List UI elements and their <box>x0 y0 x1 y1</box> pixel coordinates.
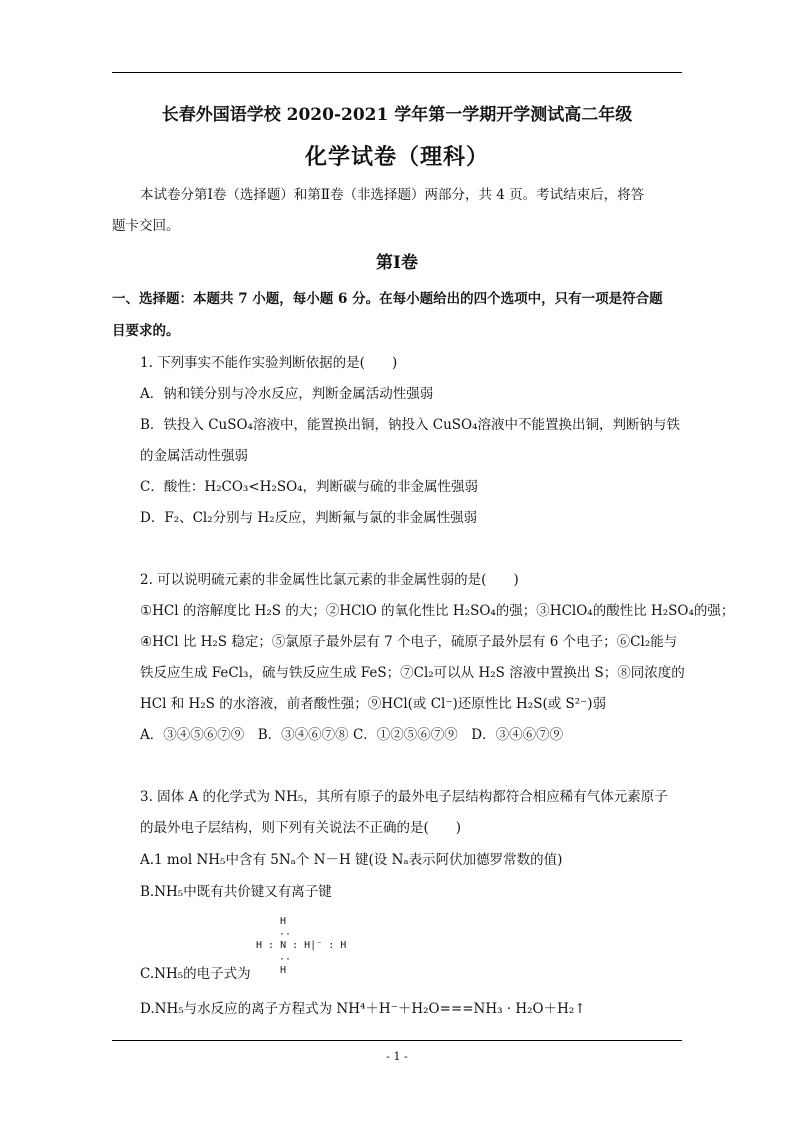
q1-option-a: A．钠和镁分别与冷水反应，判断金属活动性强弱 <box>140 386 434 402</box>
electron-dot-top-h: H <box>280 916 287 927</box>
q1-option-b-line2: 的金属活动性强弱 <box>140 448 248 464</box>
q3-stem-line2: 的最外电子层结构，则下列有关说法不正确的是( ) <box>140 820 462 836</box>
q1-option-d: D．F₂、Cl₂分别与 H₂反应，判断氟与氯的非金属性强弱 <box>140 510 478 526</box>
q3-option-d: D.NH₅与水反应的离子方程式为 NH⁴＋H⁻＋H₂O===NH₃ · H₂O＋H₂↑ <box>140 1001 586 1017</box>
q3-option-a: A.1 mol NH₅中含有 5Nₐ个 N－H 键(设 Nₐ表示阿伏加德罗常数的值) <box>140 852 563 868</box>
electron-dot-bottom-h: H <box>280 965 287 976</box>
volume-title: 第Ⅰ卷 <box>376 253 418 273</box>
q1-option-b-line1: B．铁投入 CuSO₄溶液中，能置换出铜，钠投入 CuSO₄溶液中不能置换出铜，判断钠与铁 <box>140 417 681 433</box>
page-number: - 1 - <box>386 1050 408 1063</box>
q2-statement-line1: ①HCl 的溶解度比 H₂S 的大；②HClO 的氧化性比 H₂SO₄的强；③HClO₄的酸性比 H₂SO₄的强； <box>140 603 735 619</box>
q2-options: A．③④⑤⑥⑦⑨ B．③④⑥⑦⑧ C．①②⑤⑥⑦⑨ D．③④⑥⑦⑨ <box>140 727 564 743</box>
q2-stem: 2. 可以说明硫元素的非金属性比氯元素的非金属性弱的是( ) <box>140 572 519 588</box>
section-heading-1: 一、选择题：本题共 7 小题，每小题 6 分。在每小题给出的四个选项中，只有一项是符合题 <box>112 291 663 307</box>
q1-option-c: C．酸性：H₂CO₃<H₂SO₄，判断碳与硫的非金属性强弱 <box>140 479 479 495</box>
school-title: 长春外国语学校 2020-2021 学年第一学期开学测试高二年级 <box>161 105 633 125</box>
q3-option-c: C.NH₅的电子式为 <box>140 966 251 982</box>
footer-rule <box>112 1040 682 1041</box>
electron-dot-top-dots: ·· <box>279 929 292 940</box>
q1-stem: 1. 下列事实不能作实验判断依据的是( ) <box>140 355 398 371</box>
intro-line-2: 题卡交回。 <box>112 218 180 234</box>
q3-stem-line1: 3. 固体 A 的化学式为 NH₅，其所有原子的最外电子层结构都符合相应稀有气体元素原子 <box>140 789 668 805</box>
q2-statement-line3: 铁反应生成 FeCl₃，硫与铁反应生成 FeS；⑦Cl₂可以从 H₂S 溶液中置换出 S；⑧同浓度的 <box>140 665 685 681</box>
q2-statement-line2: ④HCl 比 H₂S 稳定；⑤氯原子最外层有 7 个电子，硫原子最外层有 6 个电子；⑥Cl₂能与 <box>140 634 678 650</box>
section-heading-2: 目要求的。 <box>112 323 180 339</box>
header-rule <box>112 72 682 73</box>
q2-statement-line4: HCl 和 H₂S 的水溶液，前者酸性强；⑨HCl(或 Cl⁻)还原性比 H₂S(或 S²⁻)弱 <box>140 696 607 712</box>
q3-option-b: B.NH₅中既有共价键又有离子键 <box>140 884 332 900</box>
electron-dot-middle: H : N : H|⁻ : H <box>256 940 347 951</box>
subject-title: 化学试卷（理科） <box>304 144 489 170</box>
electron-dot-bottom-dots: ·· <box>279 954 292 965</box>
intro-line-1: 本试卷分第Ⅰ卷（选择题）和第Ⅱ卷（非选择题）两部分，共 4 页。考试结束后，将答 <box>140 187 645 203</box>
